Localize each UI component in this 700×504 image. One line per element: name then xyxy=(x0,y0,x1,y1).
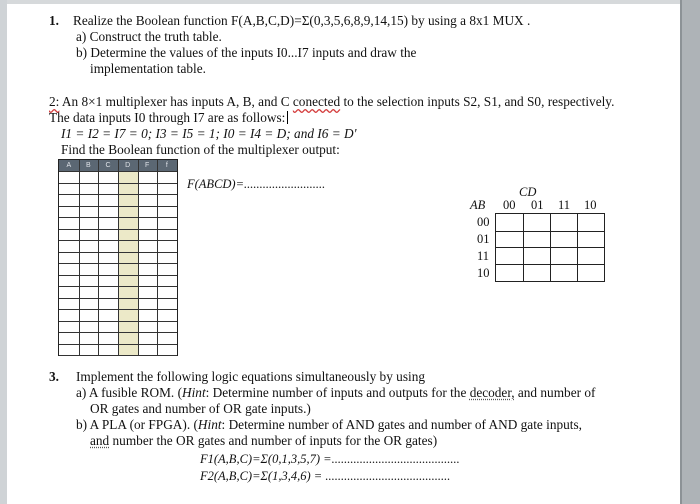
q3-a-post: : Determine number of inputs and outputs for the xyxy=(205,385,470,400)
kmap-row-11: 11 xyxy=(477,249,490,263)
q2-line1-pre: An 8×1 multiplexer has inputs A, B, and C xyxy=(59,94,293,109)
text-cursor xyxy=(287,111,288,124)
q3-f1: F1(A,B,C)=Σ(0,1,3,5,7) =......................................... xyxy=(200,452,460,466)
kmap-line xyxy=(496,264,604,265)
q3-b-and: and xyxy=(90,433,110,448)
truth-table-row-line xyxy=(59,263,177,264)
tt-header-c: C xyxy=(105,162,111,169)
window-scrollbar[interactable] xyxy=(680,0,700,504)
q3-f2: F2(A,B,C)=Σ(1,3,4,6) = ........................................ xyxy=(200,469,451,483)
q3-b-hint: Hint xyxy=(197,417,222,432)
truth-table-row-line xyxy=(59,171,177,172)
truth-table-row-line xyxy=(59,332,177,333)
window-top-edge xyxy=(0,0,700,4)
kmap-line xyxy=(496,247,604,248)
truth-table-row-line xyxy=(59,344,177,345)
truth-table-col-line xyxy=(79,160,80,355)
q1-part-b-line1: b) Determine the values of the inputs I0...I7 inputs and draw the xyxy=(76,45,417,60)
kmap-row-00: 00 xyxy=(477,215,490,229)
q3-part-a-line1 xyxy=(76,385,595,401)
truth-table-row-line xyxy=(59,252,177,253)
kmap-line xyxy=(496,231,604,232)
q3-a-decoder: decoder, xyxy=(469,385,515,400)
q2-line1-post: to the selection inputs S2, S1, and S0, respectively. xyxy=(340,94,615,109)
q3-b-post2: number the OR gates and number of inputs for the OR gates) xyxy=(109,433,438,448)
tt-header-f: F xyxy=(145,162,150,169)
truth-table-col-line xyxy=(157,160,158,355)
q3-number: 3. xyxy=(49,369,59,384)
kmap-ab-label: AB xyxy=(470,198,486,212)
q3-part-b-line2 xyxy=(90,433,437,449)
kmap-col-00: 00 xyxy=(503,198,516,212)
q3-b-post: : Determine number of AND gates and number of AND gate inputs, xyxy=(221,417,582,432)
truth-table xyxy=(58,159,178,356)
truth-table-row-line xyxy=(59,275,177,276)
kmap-row-01: 01 xyxy=(477,232,490,246)
truth-table-row-line xyxy=(59,355,177,356)
truth-table-row-line xyxy=(59,217,177,218)
q3-a-end: and number of xyxy=(514,385,596,400)
kmap-row-10: 10 xyxy=(477,266,490,280)
tt-header-d: D xyxy=(125,162,131,169)
truth-table-row-line xyxy=(59,321,177,322)
q1-number: 1. xyxy=(49,13,59,28)
q3-part-a-line2: OR gates and number of OR gate inputs.) xyxy=(90,401,311,416)
q3-text: Implement the following logic equations simultaneously by using xyxy=(76,369,425,384)
kmap-col-10: 10 xyxy=(584,198,597,212)
truth-table-col-line xyxy=(118,160,119,355)
q1-text: Realize the Boolean function F(A,B,C,D)=Σ(0,3,5,6,8,9,14,15) by using a 8x1 MUX . xyxy=(73,13,531,28)
q2-number: 2: xyxy=(49,94,60,109)
truth-table-col-line xyxy=(138,160,139,355)
truth-table-row-line xyxy=(59,240,177,241)
q3-part-b-line1 xyxy=(76,417,582,433)
window-left-edge xyxy=(0,0,7,504)
truth-table-row-line xyxy=(59,206,177,207)
truth-table-col-line xyxy=(98,160,99,355)
tt-header-f2: f xyxy=(165,162,168,169)
kmap-col-01: 01 xyxy=(531,198,544,212)
karnaugh-map xyxy=(495,213,605,282)
f-abcd-label: F(ABCD)=.......................... xyxy=(187,177,326,191)
q2-line1 xyxy=(49,94,614,110)
tt-header-a: A xyxy=(66,162,72,169)
q3-a-pre: a) A fusible ROM. ( xyxy=(76,385,182,400)
truth-table-row-line xyxy=(59,194,177,195)
q3-a-hint: Hint xyxy=(182,385,206,400)
q2-misspelled-word: conected xyxy=(292,94,341,109)
q1-part-a: a) Construct the truth table. xyxy=(76,29,222,44)
truth-table-row-line xyxy=(59,183,177,184)
q2-line4: Find the Boolean function of the multiplexer output: xyxy=(61,142,340,157)
kmap-cd-label: CD xyxy=(519,185,537,199)
truth-table-row-line xyxy=(59,309,177,310)
truth-table-row-line xyxy=(59,286,177,287)
q2-line2 xyxy=(49,110,288,126)
truth-table-row-line xyxy=(59,229,177,230)
kmap-col-11: 11 xyxy=(558,198,571,212)
q3-b-pre: b) A PLA (or FPGA). ( xyxy=(76,417,198,432)
q2-line2-text: The data inputs I0 through I7 are as follows: xyxy=(49,110,286,125)
q1-part-b-line2: implementation table. xyxy=(90,61,206,76)
q2-line3: I1 = I2 = I7 = 0; I3 = I5 = 1; I0 = I4 = D; and I6 = D' xyxy=(61,126,357,141)
tt-header-b: B xyxy=(86,162,91,169)
truth-table-row-line xyxy=(59,298,177,299)
